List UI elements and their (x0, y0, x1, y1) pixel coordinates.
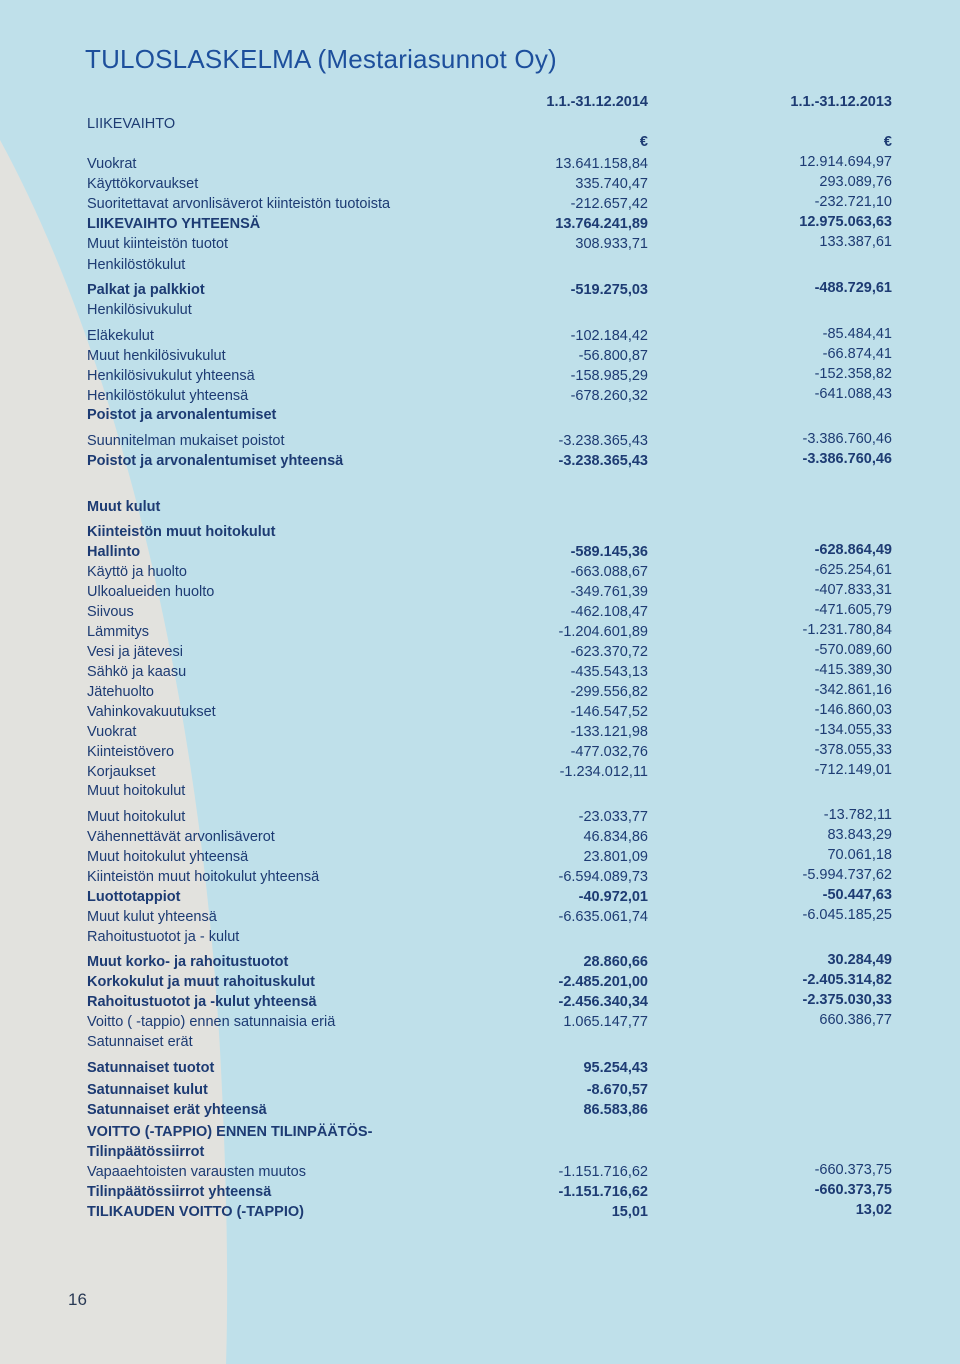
table-row (0, 869, 960, 889)
table-row (0, 282, 960, 302)
table-row (0, 994, 960, 1014)
value-2013: 83.843,29 (827, 827, 892, 843)
row-label: Vähennettävät arvonlisäverot (87, 829, 275, 845)
value-2013: -134.055,33 (814, 722, 892, 738)
value-2014: 13.641.158,84 (555, 156, 648, 172)
value-2014: 46.834,86 (583, 829, 648, 845)
row-label: LIIKEVAIHTO YHTEENSÄ (87, 216, 261, 232)
value-2013: -712.149,01 (814, 762, 892, 778)
table-row (0, 216, 960, 236)
table-row (0, 664, 960, 684)
value-2014: -6.635.061,74 (558, 909, 648, 925)
value-2014: 308.933,71 (575, 236, 648, 252)
value-2013: -378.055,33 (814, 742, 892, 758)
table-row (0, 236, 960, 256)
section-heading-liikevaihto: LIIKEVAIHTO (87, 116, 176, 132)
value-2014: -40.972,01 (578, 889, 648, 905)
value-2014: -56.800,87 (578, 348, 648, 364)
table-row (0, 433, 960, 453)
table-row (0, 176, 960, 196)
row-label: Rahoitustuotot ja - kulut (87, 929, 240, 945)
value-2013: -415.389,30 (814, 662, 892, 678)
column-header-2013: 1.1.-31.12.2013 (790, 94, 892, 110)
row-label: Tilinpäätössiirrot (87, 1144, 205, 1160)
table-row (0, 584, 960, 604)
row-label: Eläkekulut (87, 328, 154, 344)
table-row (0, 604, 960, 624)
table-row (0, 849, 960, 869)
value-2014: -519.275,03 (570, 282, 648, 298)
row-label: Vahinkovakuutukset (87, 704, 216, 720)
value-2013: -2.375.030,33 (802, 992, 892, 1008)
value-2014: -349.761,39 (570, 584, 648, 600)
value-2014: 335.740,47 (575, 176, 648, 192)
value-2014: 1.065.147,77 (563, 1014, 648, 1030)
value-2013: -471.605,79 (814, 602, 892, 618)
table-row (0, 809, 960, 829)
row-label: Rahoitustuotot ja -kulut yhteensä (87, 994, 317, 1010)
value-2013: -85.484,41 (822, 326, 892, 342)
value-2014: 28.860,66 (583, 954, 648, 970)
value-2014: -146.547,52 (570, 704, 648, 720)
table-row (0, 783, 960, 803)
page-number: 16 (68, 1290, 87, 1309)
table-row (0, 1034, 960, 1054)
value-2014: -299.556,82 (570, 684, 648, 700)
table-row (0, 1014, 960, 1034)
row-label: Henkilösivukulut yhteensä (87, 368, 255, 384)
value-2014: -2.456.340,34 (558, 994, 648, 1010)
currency-2014: € (639, 134, 648, 150)
row-label: Lämmitys (87, 624, 150, 640)
value-2013: -641.088,43 (814, 386, 892, 402)
table-row (0, 624, 960, 644)
table-row (0, 196, 960, 216)
row-label: Vuokrat (87, 724, 137, 740)
table-row (0, 954, 960, 974)
value-2014: -1.151.716,62 (558, 1164, 648, 1180)
value-2013: -2.405.314,82 (802, 972, 892, 988)
value-2014: -678.260,32 (570, 388, 648, 404)
row-label: Suunnitelman mukaiset poistot (87, 433, 285, 449)
row-label: Vuokrat (87, 156, 137, 172)
table-row (0, 156, 960, 176)
value-2014: -212.657,42 (570, 196, 648, 212)
row-label: Henkilösivukulut (87, 302, 192, 318)
row-label: Voitto ( -tappio) ennen satunnaisia eriä (87, 1014, 336, 1030)
value-2013: -660.373,75 (814, 1182, 892, 1198)
table-row (0, 407, 960, 427)
row-label: Suoritettavat arvonlisäverot kiinteistön tuotoista (87, 196, 391, 212)
row-label: Muut hoitokulut (87, 783, 186, 799)
table-row (0, 257, 960, 277)
value-2013: -152.358,82 (814, 366, 892, 382)
value-2014: 86.583,86 (583, 1102, 648, 1118)
page-title: TULOSLASKELMA (Mestariasunnot Oy) (85, 44, 557, 74)
row-label: Käyttö ja huolto (87, 564, 187, 580)
table-row (0, 889, 960, 909)
table-row (0, 829, 960, 849)
table-row (0, 704, 960, 724)
row-label: Tilinpäätössiirrot yhteensä (87, 1184, 272, 1200)
row-label: Henkilöstökulut (87, 257, 186, 273)
table-row (0, 499, 960, 519)
value-2014: -3.238.365,43 (558, 453, 648, 469)
table-row (0, 388, 960, 408)
value-2014: -1.151.716,62 (558, 1184, 648, 1200)
value-2014: 13.764.241,89 (555, 216, 648, 232)
value-2014: -102.184,42 (570, 328, 648, 344)
value-2013: -66.874,41 (822, 346, 892, 362)
value-2014: -589.145,36 (570, 544, 648, 560)
table-row (0, 1102, 960, 1122)
table-row (0, 1124, 960, 1144)
section-heading-row (0, 116, 960, 136)
table-row (0, 544, 960, 564)
row-label: TILIKAUDEN VOITTO (-TAPPIO) (87, 1204, 304, 1220)
row-label: Henkilöstökulut yhteensä (87, 388, 249, 404)
value-2013: -1.231.780,84 (802, 622, 892, 638)
table-row (0, 909, 960, 929)
table-row (0, 524, 960, 544)
value-2013: -146.860,03 (814, 702, 892, 718)
value-2013: -407.833,31 (814, 582, 892, 598)
row-label: Kiinteistön muut hoitokulut yhteensä (87, 869, 320, 885)
row-label: Muut korko- ja rahoitustuotot (87, 954, 289, 970)
row-label: Muut hoitokulut (87, 809, 186, 825)
table-row (0, 328, 960, 348)
value-2013: 13,02 (855, 1202, 892, 1218)
value-2014: -462.108,47 (570, 604, 648, 620)
row-label: Palkat ja palkkiot (87, 282, 205, 298)
value-2013: 293.089,76 (819, 174, 892, 190)
value-2014: -158.985,29 (570, 368, 648, 384)
row-label: Korjaukset (87, 764, 156, 780)
row-label: Jätehuolto (87, 684, 154, 700)
table-row (0, 744, 960, 764)
row-label: Muut hoitokulut yhteensä (87, 849, 249, 865)
table-row (0, 368, 960, 388)
row-label: Vesi ja jätevesi (87, 644, 183, 660)
table-row (0, 1060, 960, 1080)
value-2013: 12.975.063,63 (799, 214, 892, 230)
value-2014: -3.238.365,43 (558, 433, 648, 449)
value-2014: -6.594.089,73 (558, 869, 648, 885)
table-row (0, 1164, 960, 1184)
value-2014: -8.670,57 (586, 1082, 648, 1098)
value-2013: 30.284,49 (827, 952, 892, 968)
row-label: Luottotappiot (87, 889, 181, 905)
value-2013: -13.782,11 (823, 807, 892, 823)
table-row (0, 1082, 960, 1102)
row-label: Satunnaiset erät (87, 1034, 193, 1050)
row-label: Muut kulut (87, 499, 161, 515)
row-label: Korkokulut ja muut rahoituskulut (87, 974, 315, 990)
table-row (0, 1184, 960, 1204)
table-row (0, 929, 960, 949)
row-label: VOITTO (-TAPPIO) ENNEN TILINPÄÄTÖS- (87, 1124, 373, 1140)
table-row (0, 1144, 960, 1164)
value-2013: -5.994.737,62 (802, 867, 892, 883)
table-row (0, 1204, 960, 1224)
value-2014: -23.033,77 (578, 809, 648, 825)
value-2014: -1.234.012,11 (559, 764, 648, 780)
value-2013: -570.089,60 (814, 642, 892, 658)
table-row (0, 644, 960, 664)
row-label: Vapaaehtoisten varausten muutos (87, 1164, 306, 1180)
value-2014: -2.485.201,00 (558, 974, 648, 990)
value-2013: -628.864,49 (814, 542, 892, 558)
row-label: Satunnaiset tuotot (87, 1060, 215, 1076)
table-row (0, 764, 960, 784)
row-label: Satunnaiset kulut (87, 1082, 208, 1098)
column-header-2014: 1.1.-31.12.2014 (546, 94, 648, 110)
value-2013: 70.061,18 (827, 847, 892, 863)
row-label: Muut kiinteistön tuotot (87, 236, 229, 252)
table-row (0, 564, 960, 584)
value-2014: -663.088,67 (570, 564, 648, 580)
value-2013: -50.447,63 (822, 887, 892, 903)
table-row (0, 724, 960, 744)
row-label: Kiinteistön muut hoitokulut (87, 524, 276, 540)
table-row (0, 453, 960, 473)
value-2013: 133.387,61 (819, 234, 892, 250)
row-label: Muut kulut yhteensä (87, 909, 217, 925)
value-2014: 95.254,43 (583, 1060, 648, 1076)
table-row (0, 348, 960, 368)
value-2013: 660.386,77 (819, 1012, 892, 1028)
value-2013: 12.914.694,97 (799, 154, 892, 170)
row-label: Käyttökorvaukset (87, 176, 199, 192)
currency-2013: € (883, 134, 892, 150)
row-label: Ulkoalueiden huolto (87, 584, 215, 600)
table-row (0, 302, 960, 322)
row-label: Satunnaiset erät yhteensä (87, 1102, 267, 1118)
value-2013: -342.861,16 (814, 682, 892, 698)
row-label: Poistot ja arvonalentumiset yhteensä (87, 453, 344, 469)
row-label: Hallinto (87, 544, 141, 560)
value-2013: -6.045.185,25 (802, 907, 892, 923)
row-label: Siivous (87, 604, 134, 620)
value-2014: -435.543,13 (570, 664, 648, 680)
value-2014: 23.801,09 (583, 849, 648, 865)
row-label: Sähkö ja kaasu (87, 664, 187, 680)
value-2014: -133.121,98 (570, 724, 648, 740)
value-2013: -660.373,75 (814, 1162, 892, 1178)
value-2013: -3.386.760,46 (802, 431, 892, 447)
value-2013: -232.721,10 (814, 194, 892, 210)
value-2014: 15,01 (611, 1204, 648, 1220)
value-2014: -477.032,76 (570, 744, 648, 760)
value-2013: -488.729,61 (814, 280, 892, 296)
value-2013: -625.254,61 (814, 562, 892, 578)
table-row (0, 684, 960, 704)
table-row (0, 974, 960, 994)
row-label: Poistot ja arvonalentumiset (87, 407, 277, 423)
row-label: Muut henkilösivukulut (87, 348, 226, 364)
value-2013: -3.386.760,46 (802, 451, 892, 467)
value-2014: -623.370,72 (570, 644, 648, 660)
value-2014: -1.204.601,89 (558, 624, 648, 640)
row-label: Kiinteistövero (87, 744, 175, 760)
